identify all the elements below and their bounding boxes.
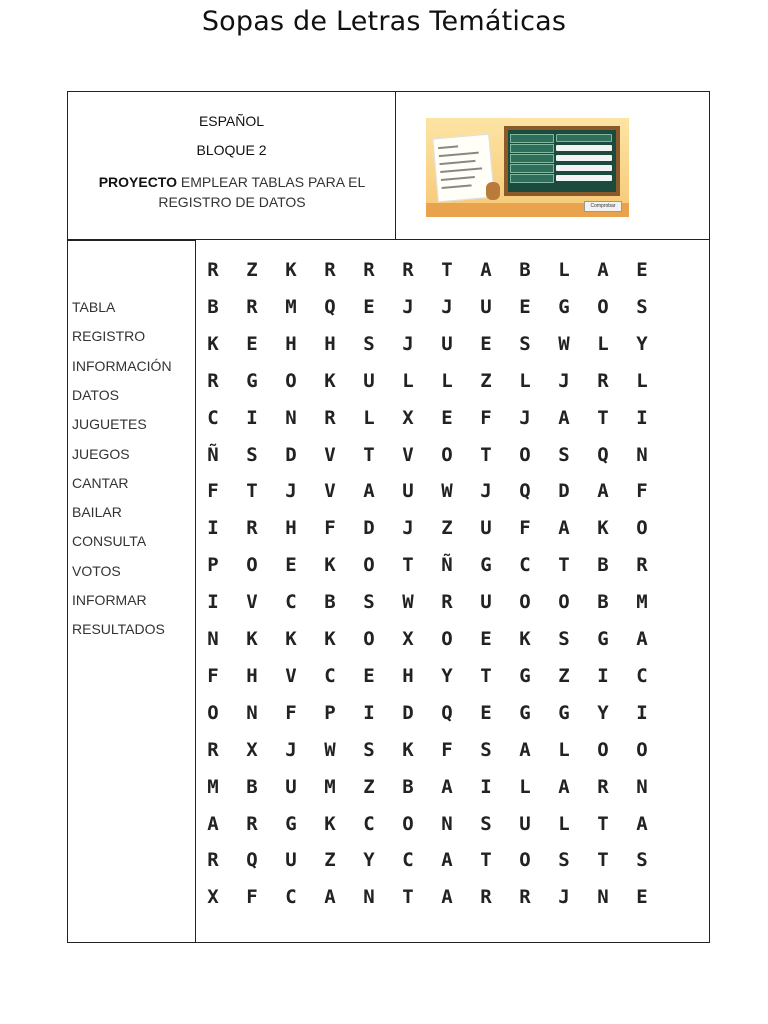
word-list-item: VOTOS (72, 562, 121, 579)
grid-letter[interactable]: O (363, 628, 375, 650)
word-list-item: JUGUETES (72, 416, 147, 433)
grid-letter[interactable]: N (597, 886, 609, 909)
grid-letter[interactable]: T (480, 849, 492, 872)
word-list-item: BAILAR (72, 504, 122, 521)
letter-grid (196, 240, 709, 942)
grid-letter[interactable]: D (285, 443, 297, 466)
grid-letter[interactable]: H (285, 517, 297, 540)
grid-letter[interactable]: O (519, 443, 531, 466)
grid-letter[interactable]: D (363, 517, 375, 540)
grid-letter[interactable]: Z (246, 259, 258, 281)
grid-letter[interactable]: T (597, 406, 609, 429)
grid-letter[interactable]: Q (597, 443, 609, 466)
subject-label: ESPAÑOL (198, 113, 265, 129)
grid-letter[interactable]: O (636, 517, 648, 540)
grid-letter[interactable]: H (324, 332, 336, 355)
grid-letter[interactable]: R (324, 406, 336, 429)
grid-letter[interactable]: O (519, 849, 531, 872)
grid-letter[interactable]: S (558, 849, 570, 872)
grid-letter[interactable]: S (636, 849, 648, 872)
grid-letter[interactable]: B (246, 775, 258, 798)
grid-letter[interactable]: C (402, 849, 414, 872)
grid-letter[interactable]: O (519, 591, 531, 614)
grid-letter[interactable]: H (402, 664, 414, 687)
grid-letter[interactable]: R (480, 886, 492, 909)
grid-letter[interactable]: E (285, 554, 297, 577)
grid-letter[interactable]: E (363, 295, 375, 318)
grid-letter[interactable]: M (636, 591, 648, 614)
grid-letter[interactable]: V (324, 480, 336, 503)
grid-letter[interactable]: B (519, 259, 531, 281)
grid-letter[interactable]: O (558, 591, 570, 614)
grid-letter[interactable]: V (402, 443, 414, 466)
classroom-board-image (426, 118, 629, 217)
grid-letter[interactable]: N (246, 701, 258, 724)
grid-letter[interactable]: A (441, 849, 453, 872)
grid-letter[interactable]: L (519, 369, 531, 392)
grid-letter[interactable]: J (558, 369, 570, 392)
grid-letter[interactable]: Q (519, 480, 531, 503)
grid-letter[interactable]: Y (597, 701, 609, 724)
word-list-item: CONSULTA (72, 533, 147, 550)
grid-letter[interactable]: I (246, 406, 258, 429)
grid-letter[interactable]: G (285, 812, 297, 835)
grid-letter[interactable]: R (519, 886, 531, 909)
grid-letter[interactable]: U (363, 369, 375, 392)
grid-letter[interactable]: V (324, 443, 336, 466)
grid-letter[interactable]: S (246, 443, 258, 466)
grid-letter[interactable]: X (207, 886, 219, 909)
grid-letter[interactable]: L (636, 369, 648, 392)
grid-letter[interactable]: T (402, 886, 414, 909)
grid-letter[interactable]: O (363, 554, 375, 577)
grid-letter[interactable]: A (324, 886, 336, 909)
grid-letter[interactable]: A (597, 480, 609, 503)
grid-letter[interactable]: L (363, 406, 375, 429)
grid-letter[interactable]: V (285, 664, 297, 687)
grid-letter[interactable]: D (402, 701, 414, 724)
header-info (68, 92, 396, 240)
grid-letter[interactable]: O (441, 628, 453, 650)
grid-letter[interactable]: S (636, 295, 648, 318)
grid-letter[interactable]: G (519, 701, 531, 724)
grid-letter[interactable]: I (363, 701, 375, 724)
grid-letter[interactable]: K (597, 517, 609, 540)
grid-letter[interactable]: R (246, 295, 258, 318)
word-list-item: RESULTADOS (72, 621, 165, 638)
word-list-item: INFORMAR (72, 592, 147, 608)
grid-letter[interactable]: A (558, 406, 570, 429)
grid-letter[interactable]: T (402, 554, 414, 577)
grid-letter[interactable]: E (519, 295, 531, 318)
grid-letter[interactable]: U (285, 849, 297, 872)
grid-letter[interactable]: T (363, 443, 375, 466)
word-list-item: DATOS (72, 386, 119, 403)
grid-letter[interactable]: S (363, 332, 375, 355)
grid-letter[interactable]: M (285, 295, 297, 318)
grid-letter[interactable]: S (363, 738, 375, 761)
grid-letter[interactable]: A (207, 812, 219, 835)
grid-letter[interactable]: T (246, 480, 258, 503)
grid-letter[interactable]: C (285, 591, 297, 614)
grid-letter[interactable]: I (636, 701, 648, 724)
grid-letter[interactable]: J (402, 295, 414, 318)
grid-letter[interactable]: A (363, 480, 375, 503)
grid-letter[interactable]: S (558, 443, 570, 466)
grid-letter[interactable]: H (246, 664, 258, 687)
grid-letter[interactable]: F (285, 701, 297, 724)
grid-letter[interactable]: Q (324, 295, 336, 318)
grid-letter[interactable]: J (519, 406, 531, 429)
grid-letter[interactable]: K (246, 628, 258, 650)
grid-letter[interactable]: Ñ (207, 443, 219, 466)
grid-letter[interactable]: T (480, 664, 492, 687)
grid-letter[interactable]: I (207, 517, 219, 540)
grid-letter[interactable]: Z (558, 664, 570, 687)
grid-letter[interactable]: U (441, 332, 453, 355)
grid-letter[interactable]: T (441, 259, 453, 281)
grid-letter[interactable]: F (519, 517, 531, 540)
grid-letter[interactable]: T (597, 812, 609, 835)
grid-letter[interactable]: A (441, 886, 453, 909)
block-label: BLOQUE 2 (196, 142, 267, 158)
grid-letter[interactable]: W (402, 591, 414, 614)
grid-letter[interactable]: W (441, 480, 453, 503)
grid-letter[interactable]: R (207, 849, 219, 872)
grid-letter[interactable]: G (558, 295, 570, 318)
grid-letter[interactable]: S (519, 332, 531, 355)
grid-letter[interactable]: J (285, 480, 297, 503)
grid-letter[interactable]: B (597, 591, 609, 614)
grid-letter[interactable]: K (207, 332, 219, 355)
grid-letter[interactable]: Z (324, 849, 336, 872)
grid-letter[interactable]: Z (363, 775, 375, 798)
grid-letter[interactable]: J (285, 738, 297, 761)
grid-letter[interactable]: K (324, 554, 336, 577)
grid-letter[interactable]: E (480, 332, 492, 355)
grid-letter[interactable]: P (207, 554, 219, 577)
grid-letter[interactable]: B (324, 591, 336, 614)
grid-letter[interactable]: I (636, 406, 648, 429)
project-label: PROYECTO (98, 174, 177, 190)
grid-letter[interactable]: P (324, 701, 336, 724)
grid-letter[interactable]: E (441, 406, 453, 429)
grid-letter[interactable]: Z (441, 517, 453, 540)
grid-letter[interactable]: F (324, 517, 336, 540)
grid-letter[interactable]: I (207, 591, 219, 614)
grid-letter[interactable]: A (519, 738, 531, 761)
grid-letter[interactable]: C (363, 812, 375, 835)
grid-letter[interactable]: G (558, 701, 570, 724)
grid-letter[interactable]: E (363, 664, 375, 687)
word-list-item: TABLA (72, 299, 116, 315)
grid-letter[interactable]: K (402, 738, 414, 761)
grid-letter[interactable]: A (558, 517, 570, 540)
grid-letter[interactable]: T (480, 443, 492, 466)
word-list-item: JUEGOS (72, 445, 130, 462)
grid-letter[interactable]: L (558, 812, 570, 835)
worksheet-frame (67, 91, 710, 943)
grid-letter[interactable]: F (246, 886, 258, 909)
grid-letter[interactable]: N (636, 443, 648, 466)
grid-letter[interactable]: J (441, 295, 453, 318)
grid-letter[interactable]: A (558, 775, 570, 798)
grid-letter[interactable]: D (558, 480, 570, 503)
grid-letter[interactable]: R (597, 775, 609, 798)
grid-letter[interactable]: H (285, 332, 297, 355)
grid-letter[interactable]: O (402, 812, 414, 835)
grid-letter[interactable]: F (636, 480, 648, 503)
grid-letter[interactable]: W (324, 738, 336, 761)
grid-letter[interactable]: M (207, 775, 219, 798)
grid-letter[interactable]: R (324, 259, 336, 281)
grid-letter[interactable]: G (597, 628, 609, 650)
grid-letter[interactable]: N (285, 406, 297, 429)
grid-letter[interactable]: L (597, 332, 609, 355)
grid-letter[interactable]: W (558, 332, 570, 355)
grid-letter[interactable]: Q (441, 701, 453, 724)
grid-letter[interactable]: X (246, 738, 258, 761)
grid-letter[interactable]: Q (246, 849, 258, 872)
grid-letter[interactable]: A (636, 812, 648, 835)
word-list-item: REGISTRO (72, 328, 146, 345)
word-list-item: INFORMACIÓN (72, 357, 172, 374)
grid-letter[interactable]: G (519, 664, 531, 687)
grid-letter[interactable]: R (402, 259, 414, 281)
grid-letter[interactable]: O (207, 701, 219, 724)
grid-letter[interactable]: N (363, 886, 375, 909)
bear-illustration (486, 182, 500, 200)
grid-letter[interactable]: L (558, 738, 570, 761)
grid-letter[interactable]: R (597, 369, 609, 392)
grid-letter[interactable]: K (519, 628, 531, 650)
grid-letter[interactable]: J (402, 517, 414, 540)
grid-letter[interactable]: U (480, 517, 492, 540)
grid-letter[interactable]: C (324, 664, 336, 687)
grid-letter[interactable]: U (402, 480, 414, 503)
grid-letter[interactable]: L (519, 775, 531, 798)
grid-letter[interactable]: O (441, 443, 453, 466)
grid-letter[interactable]: F (441, 738, 453, 761)
grid-letter[interactable]: R (207, 738, 219, 761)
grid-letter[interactable]: R (207, 369, 219, 392)
check-button-illustration: Comprobar (584, 201, 622, 212)
grid-letter[interactable]: U (519, 812, 531, 835)
grid-letter[interactable]: L (558, 259, 570, 281)
grid-letter[interactable]: R (246, 812, 258, 835)
project-text: EMPLEAR TABLAS PARA EL REGISTRO DE DATOS (158, 174, 366, 210)
grid-letter[interactable]: L (402, 369, 414, 392)
grid-letter[interactable]: E (480, 628, 492, 650)
grid-letter[interactable]: J (480, 480, 492, 503)
grid-letter[interactable]: A (441, 775, 453, 798)
grid-letter[interactable]: Y (441, 664, 453, 687)
grid-letter[interactable]: U (480, 295, 492, 318)
grid-letter[interactable]: C (636, 664, 648, 687)
chalkboard-illustration (504, 126, 620, 196)
grid-letter[interactable]: Z (480, 369, 492, 392)
grid-letter[interactable]: X (402, 406, 414, 429)
grid-letter[interactable]: A (636, 628, 648, 650)
grid-letter[interactable]: Ñ (441, 554, 453, 577)
grid-letter[interactable]: T (597, 849, 609, 872)
grid-letter[interactable]: J (402, 332, 414, 355)
grid-letter[interactable]: R (636, 554, 648, 577)
page-title: Sopas de Letras Temáticas (201, 6, 567, 37)
grid-letter[interactable]: Y (363, 849, 375, 872)
grid-letter[interactable]: M (324, 775, 336, 798)
grid-letter[interactable]: R (207, 259, 219, 281)
grid-letter[interactable]: A (597, 259, 609, 281)
grid-letter[interactable]: O (285, 369, 297, 392)
grid-letter[interactable]: U (285, 775, 297, 798)
grid-letter[interactable]: O (636, 738, 648, 761)
grid-letter[interactable]: K (324, 628, 336, 650)
grid-letter[interactable]: B (402, 775, 414, 798)
grid-letter[interactable]: C (207, 406, 219, 429)
word-list-item: CANTAR (72, 474, 129, 491)
grid-letter[interactable]: X (402, 628, 414, 650)
grid-letter[interactable]: F (207, 664, 219, 687)
grid-letter[interactable]: U (480, 591, 492, 614)
grid-letter[interactable]: S (480, 812, 492, 835)
grid-letter[interactable]: E (636, 886, 648, 909)
grid-letter[interactable]: C (519, 554, 531, 577)
grid-letter[interactable]: J (558, 886, 570, 909)
grid-letter[interactable]: Y (636, 332, 648, 355)
grid-letter[interactable]: K (285, 259, 297, 281)
grid-letter[interactable]: O (597, 738, 609, 761)
grid-letter[interactable]: F (480, 406, 492, 429)
grid-letter[interactable]: C (285, 886, 297, 909)
grid-letter[interactable]: A (480, 259, 492, 281)
grid-letter[interactable]: O (597, 295, 609, 318)
grid-letter[interactable]: F (207, 480, 219, 503)
grid-letter[interactable]: N (636, 775, 648, 798)
grid-letter[interactable]: O (246, 554, 258, 577)
grid-letter[interactable]: E (636, 259, 648, 281)
grid-letter[interactable]: E (480, 701, 492, 724)
grid-letter[interactable]: R (441, 591, 453, 614)
grid-letter[interactable]: S (480, 738, 492, 761)
grid-letter[interactable]: S (363, 591, 375, 614)
grid-letter[interactable]: N (207, 628, 219, 650)
project-description (86, 172, 378, 212)
header-image-panel (396, 92, 709, 240)
grid-letter[interactable]: K (324, 369, 336, 392)
grid-letter[interactable]: K (285, 628, 297, 650)
grid-letter[interactable]: I (480, 775, 492, 798)
grid-letter[interactable]: G (246, 369, 258, 392)
grid-letter[interactable]: R (246, 517, 258, 540)
grid-letter[interactable]: G (480, 554, 492, 577)
word-list (68, 240, 196, 942)
grid-letter[interactable]: E (246, 332, 258, 355)
grid-letter[interactable]: B (597, 554, 609, 577)
grid-letter[interactable]: R (363, 259, 375, 281)
grid-letter[interactable]: L (441, 369, 453, 392)
grid-letter[interactable]: S (558, 628, 570, 650)
grid-letter[interactable]: B (207, 295, 219, 318)
grid-letter[interactable]: N (441, 812, 453, 835)
grid-letter[interactable]: I (597, 664, 609, 687)
grid-letter[interactable]: T (558, 554, 570, 577)
grid-letter[interactable]: K (324, 812, 336, 835)
grid-letter[interactable]: V (246, 591, 258, 614)
